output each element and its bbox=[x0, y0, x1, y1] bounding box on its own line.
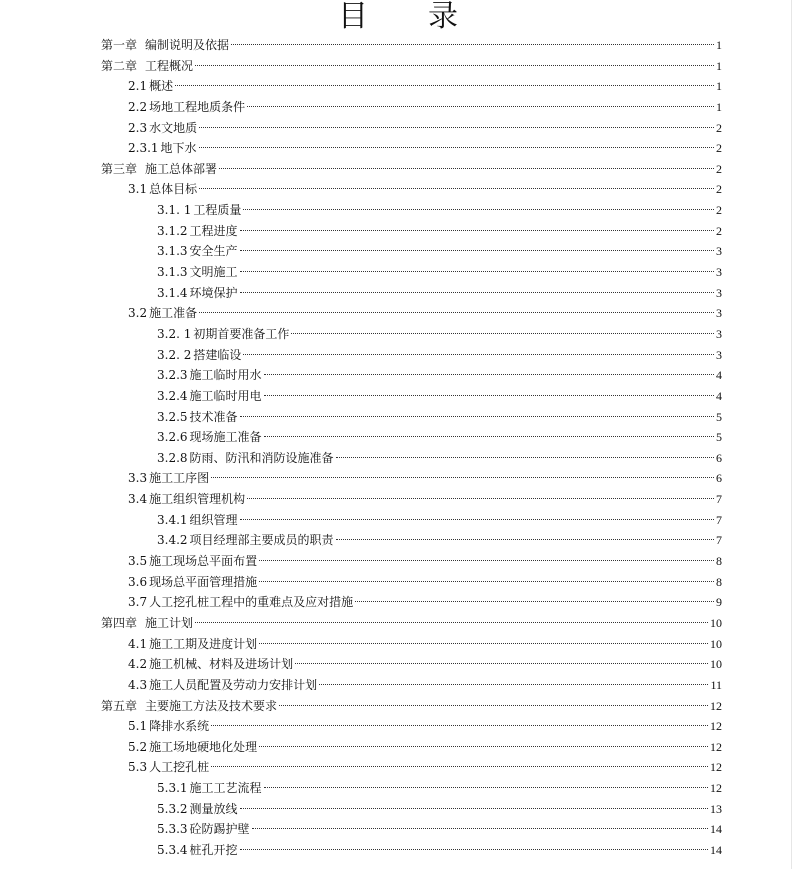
toc-entry-text: 文明施工 bbox=[189, 265, 238, 280]
toc-entry-number: 3.2.6 bbox=[157, 430, 188, 445]
toc-entry-text: 工程质量 bbox=[193, 203, 242, 218]
toc-entry-label bbox=[157, 530, 334, 551]
toc-entry[interactable] bbox=[0, 56, 796, 77]
toc-entry[interactable] bbox=[0, 179, 796, 200]
toc-entry-text: 项目经理部主要成员的职责 bbox=[189, 533, 334, 548]
toc-entry-text: 施工机械、材料及进场计划 bbox=[149, 657, 294, 672]
dot-leader bbox=[240, 416, 714, 417]
toc-entry-number: 2.3 bbox=[128, 120, 148, 135]
toc-entry-text: 概述 bbox=[149, 79, 174, 94]
toc-entry[interactable] bbox=[0, 634, 796, 655]
dot-leader bbox=[195, 65, 714, 66]
dot-leader bbox=[247, 106, 714, 107]
toc-entry-label bbox=[157, 819, 250, 840]
toc-entry-label bbox=[101, 159, 217, 180]
dot-leader bbox=[199, 312, 714, 313]
toc-entry-text: 人工挖孔桩工程中的重难点及应对措施 bbox=[149, 595, 354, 610]
toc-entry-page-number: 11 bbox=[710, 677, 722, 692]
dot-leader bbox=[264, 395, 714, 396]
toc-entry[interactable] bbox=[0, 448, 796, 469]
toc-entry-text: 初期首要准备工作 bbox=[193, 326, 290, 341]
toc-entry[interactable] bbox=[0, 35, 796, 56]
toc-entry-label bbox=[157, 427, 262, 448]
toc-entry-number: 3.5 bbox=[128, 554, 148, 569]
toc-entry-page-number: 2 bbox=[716, 161, 722, 176]
dot-leader bbox=[211, 766, 708, 767]
toc-entry[interactable] bbox=[0, 572, 796, 593]
dot-leader bbox=[195, 622, 708, 623]
toc-entry-number: 2.3.1 bbox=[128, 141, 159, 156]
toc-entry-number: 3.2. 1 bbox=[157, 326, 192, 341]
toc-list bbox=[0, 35, 796, 861]
dot-leader bbox=[264, 374, 714, 375]
toc-entry-number: 3.1.4 bbox=[157, 285, 188, 300]
dot-leader bbox=[240, 849, 708, 850]
toc-entry-label bbox=[128, 572, 257, 593]
toc-entry-text: 施工准备 bbox=[149, 306, 198, 321]
toc-entry-page-number: 4 bbox=[716, 388, 722, 403]
toc-entry-page-number: 13 bbox=[710, 801, 722, 816]
dot-leader bbox=[240, 808, 708, 809]
toc-entry-page-number: 1 bbox=[716, 99, 722, 114]
toc-entry-page-number: 2 bbox=[716, 223, 722, 238]
toc-entry-number: 5.3 bbox=[128, 760, 148, 775]
toc-entry-text: 工程进度 bbox=[189, 223, 238, 238]
toc-entry-page-number: 12 bbox=[710, 760, 722, 775]
toc-entry-page-number: 12 bbox=[710, 719, 722, 734]
dot-leader bbox=[240, 292, 714, 293]
toc-entry-label bbox=[128, 138, 197, 159]
toc-entry-page-number: 8 bbox=[716, 574, 722, 589]
dot-leader bbox=[336, 457, 714, 458]
toc-entry-text: 编制说明及依据 bbox=[145, 38, 230, 52]
toc-entry[interactable] bbox=[0, 757, 796, 778]
toc-entry[interactable] bbox=[0, 345, 796, 366]
toc-entry-label bbox=[128, 118, 197, 139]
dot-leader bbox=[259, 746, 708, 747]
toc-entry[interactable] bbox=[0, 407, 796, 428]
toc-entry[interactable] bbox=[0, 737, 796, 758]
dot-leader bbox=[355, 601, 714, 602]
toc-entry-text: 施工人员配置及劳动力安排计划 bbox=[149, 677, 318, 692]
toc-entry-number: 2.1 bbox=[128, 79, 148, 94]
toc-entry-page-number: 12 bbox=[710, 698, 722, 713]
toc-entry-page-number: 7 bbox=[716, 492, 722, 507]
toc-entry-text: 施工总体部署 bbox=[145, 161, 218, 176]
toc-entry-number: 第三章 bbox=[101, 161, 138, 176]
toc-entry-number: 第五章 bbox=[101, 698, 138, 713]
toc-entry[interactable] bbox=[0, 159, 796, 180]
toc-entry-label bbox=[157, 510, 238, 531]
toc-entry-label bbox=[157, 221, 238, 242]
toc-entry[interactable] bbox=[0, 510, 796, 531]
toc-entry-page-number: 10 bbox=[710, 615, 722, 630]
toc-entry[interactable] bbox=[0, 76, 796, 97]
toc-entry[interactable] bbox=[0, 592, 796, 613]
dot-leader bbox=[243, 209, 714, 210]
toc-entry-page-number: 3 bbox=[716, 244, 722, 259]
dot-leader bbox=[240, 519, 714, 520]
dot-leader bbox=[264, 436, 714, 437]
toc-entry-label bbox=[128, 634, 257, 655]
toc-entry-number: 3.1. 1 bbox=[157, 203, 192, 218]
dot-leader bbox=[211, 725, 708, 726]
toc-entry-label bbox=[128, 468, 209, 489]
toc-entry-page-number: 9 bbox=[716, 595, 722, 610]
toc-entry-number: 4.3 bbox=[128, 677, 148, 692]
toc-entry-number: 3.1 bbox=[128, 182, 148, 197]
toc-entry-text: 技术准备 bbox=[189, 409, 238, 424]
dot-leader bbox=[199, 147, 714, 148]
toc-entry[interactable] bbox=[0, 551, 796, 572]
toc-entry-number: 3.1.3 bbox=[157, 265, 188, 280]
toc-entry-label bbox=[157, 241, 238, 262]
toc-entry-text: 环境保护 bbox=[189, 285, 238, 300]
dot-leader bbox=[319, 684, 708, 685]
toc-entry-page-number: 3 bbox=[716, 326, 722, 341]
toc-entry-number: 3.2. 2 bbox=[157, 347, 192, 362]
toc-entry-label bbox=[157, 283, 238, 304]
dot-leader bbox=[240, 250, 714, 251]
toc-entry-label bbox=[157, 840, 238, 861]
toc-entry[interactable] bbox=[0, 241, 796, 262]
toc-entry-number: 第四章 bbox=[101, 615, 138, 630]
toc-entry-label bbox=[101, 696, 277, 717]
toc-entry[interactable] bbox=[0, 221, 796, 242]
toc-entry-page-number: 5 bbox=[716, 430, 722, 445]
toc-entry-text: 施工工期及进度计划 bbox=[149, 636, 258, 651]
toc-entry-page-number: 8 bbox=[716, 554, 722, 569]
toc-entry-text: 施工临时用电 bbox=[189, 388, 262, 403]
toc-entry-text: 现场施工准备 bbox=[189, 430, 262, 445]
toc-entry-number: 5.3.1 bbox=[157, 781, 188, 796]
dot-leader bbox=[259, 560, 714, 561]
dot-leader bbox=[211, 477, 714, 478]
toc-entry-text: 砼防踢护壁 bbox=[189, 822, 250, 837]
toc-entry-page-number: 2 bbox=[716, 203, 722, 218]
toc-entry-text: 现场总平面管理措施 bbox=[149, 574, 258, 589]
toc-entry-label bbox=[128, 592, 353, 613]
toc-entry-page-number: 14 bbox=[710, 822, 722, 837]
toc-entry-number: 3.1.2 bbox=[157, 223, 188, 238]
toc-entry[interactable] bbox=[0, 365, 796, 386]
toc-title: 目 录 bbox=[338, 0, 458, 34]
toc-entry-number: 第二章 bbox=[101, 58, 138, 73]
toc-entry-text: 总体目标 bbox=[149, 182, 198, 197]
toc-entry-text: 人工挖孔桩 bbox=[149, 760, 210, 775]
toc-entry-text: 防雨、防汛和消防设施准备 bbox=[189, 450, 334, 465]
toc-entry-text: 组织管理 bbox=[189, 512, 238, 527]
toc-entry-label bbox=[128, 179, 197, 200]
toc-entry-label bbox=[128, 303, 197, 324]
toc-entry-number: 5.2 bbox=[128, 739, 148, 754]
toc-entry-text: 主要施工方法及技术要求 bbox=[145, 698, 278, 713]
toc-entry[interactable] bbox=[0, 675, 796, 696]
toc-entry[interactable] bbox=[0, 778, 796, 799]
toc-entry[interactable] bbox=[0, 324, 796, 345]
dot-leader bbox=[199, 127, 714, 128]
toc-entry-text: 地下水 bbox=[160, 141, 197, 156]
toc-entry[interactable] bbox=[0, 530, 796, 551]
toc-entry-number: 3.2.8 bbox=[157, 450, 188, 465]
toc-entry-number: 2.2 bbox=[128, 99, 148, 114]
toc-entry[interactable] bbox=[0, 262, 796, 283]
toc-entry-number: 4.2 bbox=[128, 657, 148, 672]
dot-leader bbox=[264, 787, 708, 788]
toc-entry-page-number: 5 bbox=[716, 409, 722, 424]
toc-entry-label bbox=[157, 262, 238, 283]
toc-entry-page-number: 2 bbox=[716, 120, 722, 135]
toc-entry-label bbox=[157, 778, 262, 799]
toc-entry-label bbox=[128, 654, 293, 675]
toc-entry-text: 施工现场总平面布置 bbox=[149, 554, 258, 569]
toc-entry-number: 5.1 bbox=[128, 719, 148, 734]
toc-entry[interactable] bbox=[0, 716, 796, 737]
dot-leader bbox=[240, 271, 714, 272]
toc-entry-number: 3.2.5 bbox=[157, 409, 188, 424]
toc-entry-number: 第一章 bbox=[101, 38, 138, 52]
toc-entry-text: 测量放线 bbox=[189, 801, 238, 816]
toc-entry-label bbox=[157, 345, 241, 366]
dot-leader bbox=[199, 188, 714, 189]
toc-entry-page-number: 1 bbox=[716, 38, 722, 52]
dot-leader bbox=[259, 643, 708, 644]
toc-entry-number: 3.2.3 bbox=[157, 368, 188, 383]
toc-entry-text: 水文地质 bbox=[149, 120, 198, 135]
toc-entry-page-number: 2 bbox=[716, 141, 722, 156]
toc-entry-label bbox=[157, 200, 241, 221]
toc-entry-label bbox=[128, 76, 173, 97]
dot-leader bbox=[259, 581, 714, 582]
toc-entry-number: 5.3.2 bbox=[157, 801, 188, 816]
toc-entry-label bbox=[128, 737, 257, 758]
toc-entry-text: 降排水系统 bbox=[149, 719, 210, 734]
toc-entry-number: 3.2.4 bbox=[157, 388, 188, 403]
toc-entry-page-number: 7 bbox=[716, 533, 722, 548]
toc-entry-label bbox=[157, 407, 238, 428]
toc-entry-number: 3.2 bbox=[128, 306, 148, 321]
toc-entry-label bbox=[157, 365, 262, 386]
toc-entry[interactable] bbox=[0, 819, 796, 840]
toc-entry[interactable] bbox=[0, 840, 796, 861]
dot-leader bbox=[175, 85, 714, 86]
dot-leader bbox=[240, 230, 714, 231]
toc-entry-page-number: 3 bbox=[716, 265, 722, 280]
page-edge bbox=[791, 0, 792, 869]
toc-entry[interactable] bbox=[0, 97, 796, 118]
toc-entry-text: 场地工程地质条件 bbox=[149, 99, 246, 114]
toc-entry-text: 施工计划 bbox=[145, 615, 194, 630]
toc-entry-page-number: 14 bbox=[710, 842, 722, 857]
toc-entry-number: 3.4.2 bbox=[157, 533, 188, 548]
toc-entry-page-number: 12 bbox=[710, 739, 722, 754]
toc-entry-label bbox=[128, 675, 317, 696]
toc-entry-page-number: 1 bbox=[716, 79, 722, 94]
toc-entry-text: 施工场地硬地化处理 bbox=[149, 739, 258, 754]
toc-entry-label bbox=[157, 448, 334, 469]
dot-leader bbox=[291, 333, 714, 334]
toc-entry-text: 施工组织管理机构 bbox=[149, 492, 246, 507]
toc-entry-text: 工程概况 bbox=[145, 58, 194, 73]
toc-entry-page-number: 3 bbox=[716, 306, 722, 321]
dot-leader bbox=[279, 705, 708, 706]
dot-leader bbox=[336, 539, 714, 540]
toc-entry-text: 搭建临设 bbox=[193, 347, 242, 362]
toc-entry-number: 4.1 bbox=[128, 636, 148, 651]
toc-entry-page-number: 3 bbox=[716, 347, 722, 362]
toc-entry-number: 3.1.3 bbox=[157, 244, 188, 259]
toc-entry-label bbox=[128, 757, 209, 778]
toc-entry-label bbox=[157, 799, 238, 820]
toc-entry-label bbox=[128, 97, 245, 118]
toc-entry-number: 5.3.3 bbox=[157, 822, 188, 837]
dot-leader bbox=[219, 168, 714, 169]
toc-entry-label bbox=[101, 613, 193, 634]
toc-entry-label bbox=[128, 489, 245, 510]
toc-entry-text: 施工临时用水 bbox=[189, 368, 262, 383]
toc-entry-text: 安全生产 bbox=[189, 244, 238, 259]
toc-entry-label bbox=[101, 56, 193, 77]
toc-entry-page-number: 2 bbox=[716, 182, 722, 197]
toc-entry-page-number: 12 bbox=[710, 781, 722, 796]
toc-entry[interactable] bbox=[0, 799, 796, 820]
toc-entry-page-number: 7 bbox=[716, 512, 722, 527]
toc-entry[interactable] bbox=[0, 283, 796, 304]
toc-entry-number: 3.6 bbox=[128, 574, 148, 589]
toc-entry-page-number: 6 bbox=[716, 471, 722, 486]
toc-entry[interactable] bbox=[0, 427, 796, 448]
dot-leader bbox=[243, 354, 714, 355]
toc-entry-page-number: 6 bbox=[716, 450, 722, 465]
toc-entry-number: 3.3 bbox=[128, 471, 148, 486]
toc-entry-label bbox=[157, 324, 289, 345]
toc-entry-text: 施工工艺流程 bbox=[189, 781, 262, 796]
toc-entry-page-number: 4 bbox=[716, 368, 722, 383]
toc-entry-page-number: 3 bbox=[716, 285, 722, 300]
toc-entry-text: 施工工序图 bbox=[149, 471, 210, 486]
toc-entry[interactable] bbox=[0, 303, 796, 324]
toc-entry[interactable] bbox=[0, 654, 796, 675]
toc-entry[interactable] bbox=[0, 696, 796, 717]
toc-entry-page-number: 10 bbox=[710, 657, 722, 672]
toc-entry-number: 3.4 bbox=[128, 492, 148, 507]
toc-entry-number: 3.7 bbox=[128, 595, 148, 610]
toc-entry[interactable] bbox=[0, 386, 796, 407]
toc-entry-label bbox=[157, 386, 262, 407]
dot-leader bbox=[231, 44, 714, 45]
toc-entry-page-number: 10 bbox=[710, 636, 722, 651]
dot-leader bbox=[247, 498, 714, 499]
toc-entry-number: 5.3.4 bbox=[157, 842, 188, 857]
toc-entry[interactable] bbox=[0, 200, 796, 221]
toc-entry[interactable] bbox=[0, 468, 796, 489]
toc-entry-page-number: 1 bbox=[716, 58, 722, 73]
toc-entry-number: 3.4.1 bbox=[157, 512, 188, 527]
toc-entry-label bbox=[128, 716, 209, 737]
dot-leader bbox=[295, 663, 708, 664]
toc-entry[interactable] bbox=[0, 138, 796, 159]
toc-entry-label bbox=[101, 35, 229, 56]
toc-entry[interactable] bbox=[0, 118, 796, 139]
dot-leader bbox=[252, 828, 708, 829]
toc-entry-label bbox=[128, 551, 257, 572]
toc-entry-text: 桩孔开挖 bbox=[189, 842, 238, 857]
toc-entry[interactable] bbox=[0, 613, 796, 634]
toc-entry[interactable] bbox=[0, 489, 796, 510]
